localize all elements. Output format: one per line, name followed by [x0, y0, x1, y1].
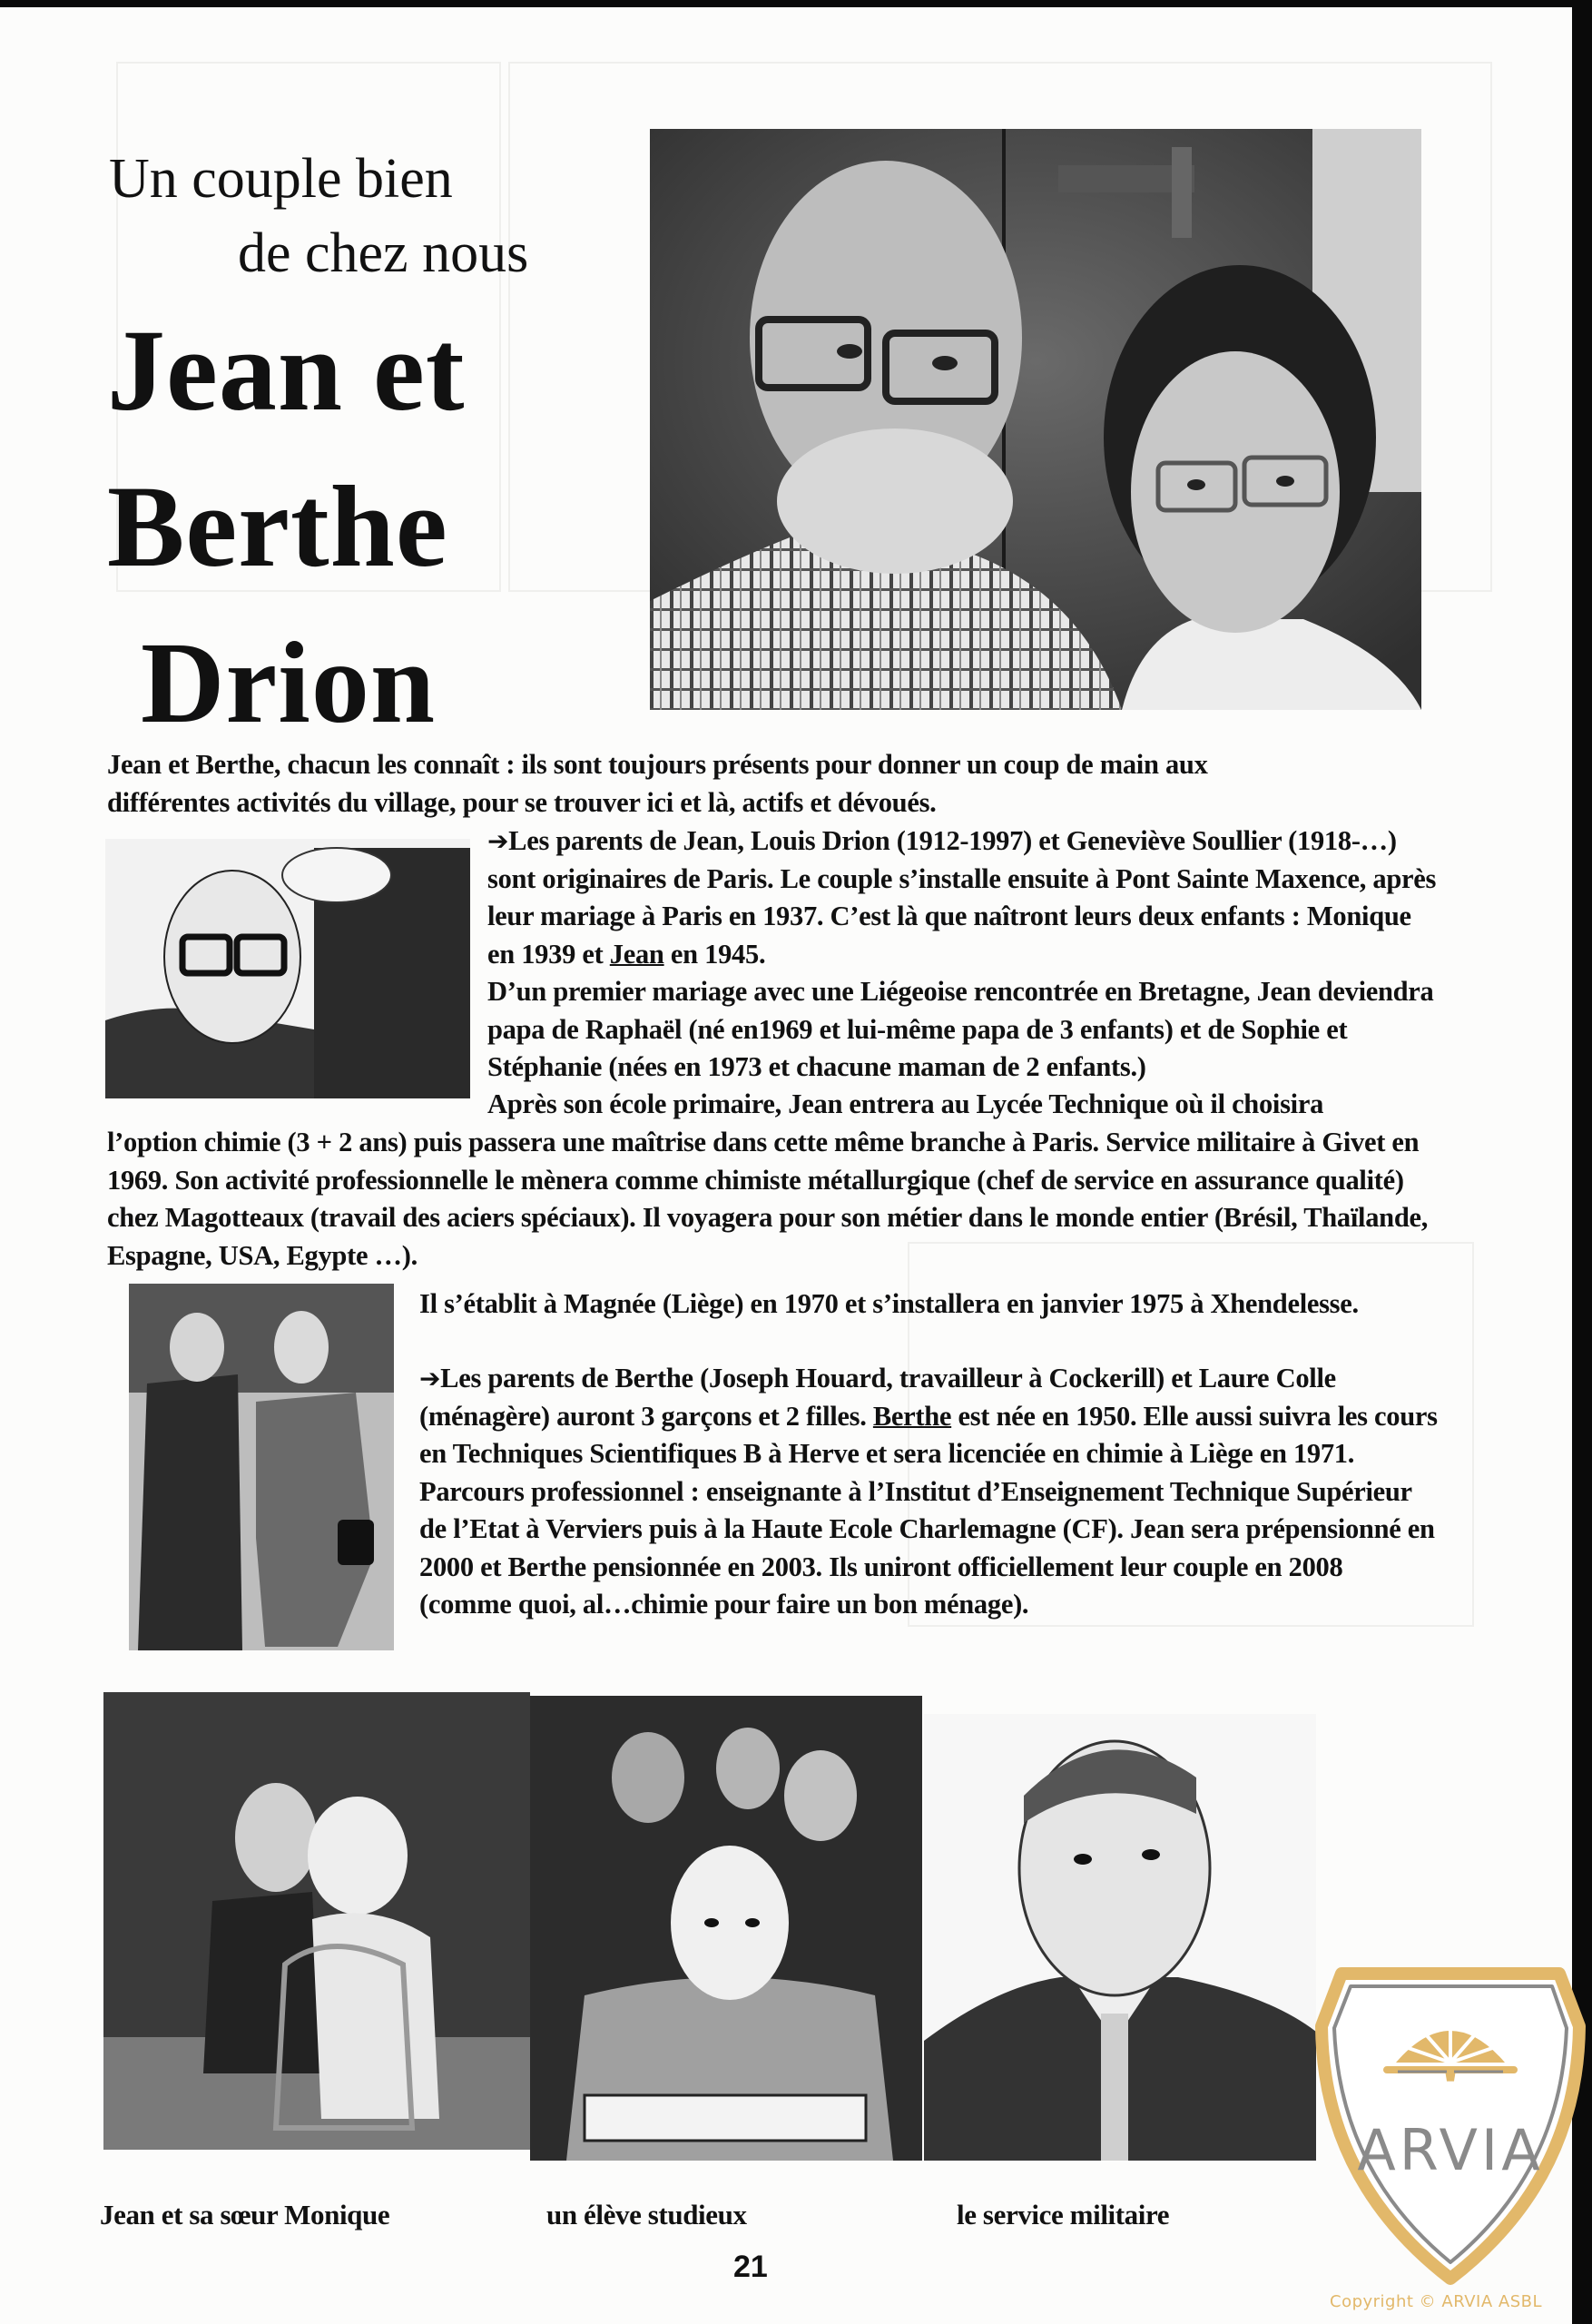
- caption-military-service: le service militaire: [957, 2199, 1170, 2230]
- article-paragraph-first-marriage: D’un premier mariage avec une Liégeoise rencontrée en Bretagne, Jean deviendra papa de Raphaël (né en1969 et lui-même papa de 3 enfants) et de Sophie et Stéphanie (nées en 1973 et chacune maman de 2 enfants.): [487, 976, 1434, 1082]
- article-paragraph-settlement: Il s’établit à Magnée (Liège) en 1970 et s’installera en janvier 1975 à Xhendelesse.: [419, 1288, 1359, 1319]
- intro-line-1: Jean et Berthe, chacun les connaît : ils sont toujours présents pour donner un coup de main aux: [107, 749, 1208, 780]
- couple-portrait-photo: [650, 129, 1421, 710]
- intro-line-2: différentes activités du village, pour se trouver ici et là, actifs et dévoués.: [107, 786, 937, 818]
- caption-student: un élève studieux: [546, 2199, 747, 2230]
- berthe-parents-photo: [129, 1284, 394, 1650]
- military-service-photo: [924, 1714, 1316, 2161]
- article-intro: [107, 746, 1432, 822]
- headline-kicker-line1: Un couple bien: [109, 148, 453, 210]
- article-paragraph-studies-first: Après son école primaire, Jean entrera au Lycée Technique où il choisira: [487, 1088, 1324, 1119]
- article-paragraph-studies: l’option chimie (3 + 2 ans) puis passera une maîtrise dans cette même branche à Paris. Service militaire à Givet en 1969. Son activité professionnelle le mènera comme chimiste métallurgique (chef de service en assurance qualité) chez Magotteaux (travail des aciers spéciaux). Il voyagera pour son métier dans le monde entier (Brésil, Thaïlande, Espagne, USA, Egypte …).: [107, 1127, 1429, 1271]
- underlined-name-jean: Jean: [609, 938, 664, 970]
- headline-kicker-line2: de chez nous: [238, 222, 529, 284]
- jean-and-sister-photo: [103, 1692, 530, 2150]
- jean-parents-photo: [105, 839, 470, 1098]
- page-number: 21: [733, 2250, 768, 2284]
- underlined-name-berthe: Berthe: [872, 1400, 952, 1432]
- arvia-logo-text: ARVIA: [1357, 2117, 1544, 2183]
- scan-top-edge: [0, 0, 1592, 7]
- article-paragraph-berthe: ➔Les parents de Berthe (Joseph Houard, travailleur à Cockerill) et Laure Colle (ménagère) auront 3 garçons et 2 filles. Berthe est née en 1950. Elle aussi suivra les cours en Techniques Scientifiques B à Herve et sera licenciée en chimie à Liège en 1971. Parcours professionnel : enseignante à l’Institut d’Enseignement Technique Supérieur de l’Etat à Verviers puis à la Haute Ecole Charlemagne (CF). Jean sera prépensionné en 2000 et Berthe pensionnée en 2003. Ils uniront officiellement leur couple en 2008 (comme quoi, al…chimie pour faire un bon ménage).: [419, 1363, 1438, 1620]
- caption-jean-and-sister: Jean et sa sœur Monique: [100, 2199, 390, 2230]
- student-photo: [530, 1696, 922, 2161]
- headline-name-line2: Berthe: [107, 462, 448, 591]
- headline-name-line3: Drion: [141, 618, 436, 747]
- right-arrow-icon: ➔: [487, 826, 509, 856]
- arvia-logo-watermark: [1314, 1963, 1587, 2290]
- copyright-notice: Copyright © ARVIA ASBL: [1330, 2292, 1543, 2311]
- right-arrow-icon: ➔: [419, 1364, 441, 1393]
- headline-name-line1: Jean et: [107, 306, 466, 435]
- article-paragraph-jean-parents: ➔Les parents de Jean, Louis Drion (1912-1997) et Geneviève Soullier (1918-…) sont originaires de Paris. Le couple s’installe ensuite à Pont Sainte Maxence, après leur mariage à Paris en 1937. C’est là que naîtront leurs deux enfants : Monique en 1939 et Jean en 1945.: [487, 825, 1437, 970]
